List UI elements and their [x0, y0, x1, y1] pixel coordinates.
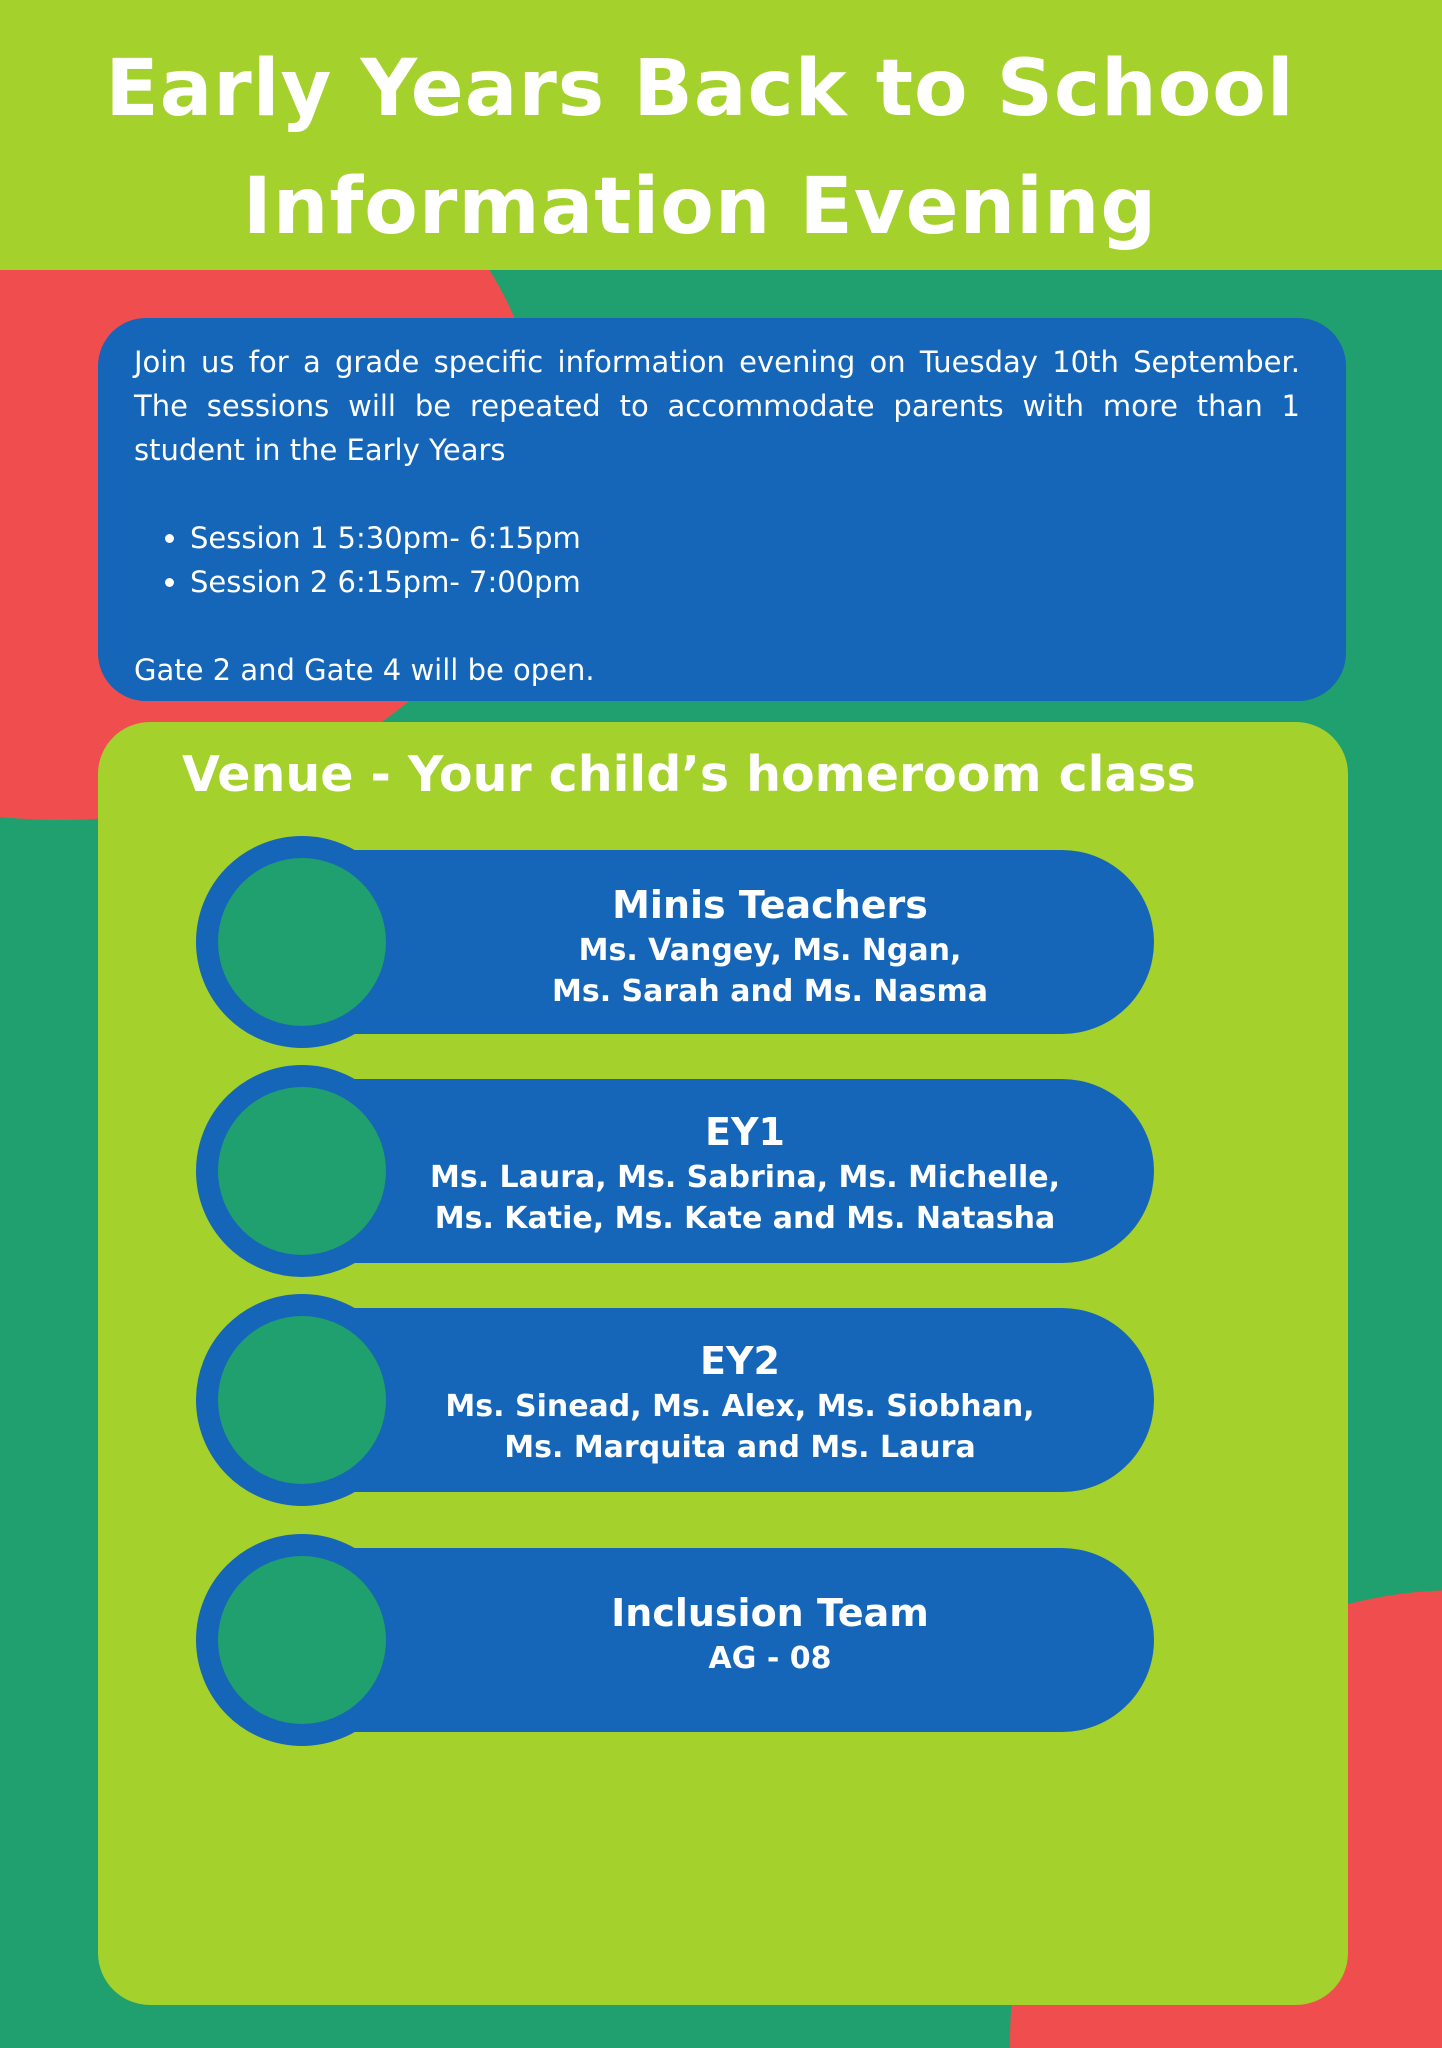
group-line: Ms. Sinead, Ms. Alex, Ms. Siobhan,	[445, 1389, 1035, 1424]
header-band	[0, 0, 1442, 270]
gate-text: Gate 2 and Gate 4 will be open.	[134, 653, 595, 687]
circle-icon-inner	[218, 1556, 386, 1724]
group-text-ey2	[346, 1336, 1134, 1468]
intro-text: Join us for a grade specific information evening on Tuesday 10th September. The sessions will be repeated to accommodate parents with more than 1 student in the Early Years	[134, 345, 1300, 467]
group-text-ey1	[336, 1107, 1154, 1239]
venue-title: Venue - Your child’s homeroom class	[182, 746, 1196, 803]
page-title	[0, 30, 1400, 266]
group-text-inclusion	[386, 1588, 1154, 1679]
session-list	[134, 516, 1300, 604]
title-line-2: Information Evening	[242, 162, 1158, 252]
circle-icon-inner	[218, 1316, 386, 1484]
group-line: Ms. Laura, Ms. Sabrina, Ms. Michelle,	[429, 1160, 1061, 1195]
group-line: Ms. Marquita and Ms. Laura	[504, 1430, 976, 1465]
circle-icon	[196, 1065, 408, 1277]
group-line: Ms. Katie, Ms. Kate and Ms. Natasha	[434, 1201, 1056, 1236]
group-title: EY2	[700, 1339, 780, 1383]
session-item-1: • Session 1 5:30pm- 6:15pm	[190, 516, 1300, 560]
circle-icon-inner	[218, 1087, 386, 1255]
group-title: Minis Teachers	[612, 883, 928, 927]
venue-card	[98, 722, 1348, 2005]
circle-icon-inner	[218, 858, 386, 1026]
group-line: Ms. Sarah and Ms. Nasma	[551, 974, 989, 1009]
session-item-2: • Session 2 6:15pm- 7:00pm	[190, 560, 1300, 604]
group-line: AG - 08	[708, 1641, 832, 1676]
title-line-1: Early Years Back to School	[105, 44, 1295, 134]
group-title: Inclusion Team	[611, 1591, 929, 1635]
circle-icon	[196, 836, 408, 1048]
circle-icon	[196, 1534, 408, 1746]
group-line: Ms. Vangey, Ms. Ngan,	[578, 933, 962, 968]
info-card	[98, 318, 1346, 701]
circle-icon	[196, 1294, 408, 1506]
group-text-minis	[386, 880, 1154, 1012]
group-title: EY1	[705, 1110, 785, 1154]
